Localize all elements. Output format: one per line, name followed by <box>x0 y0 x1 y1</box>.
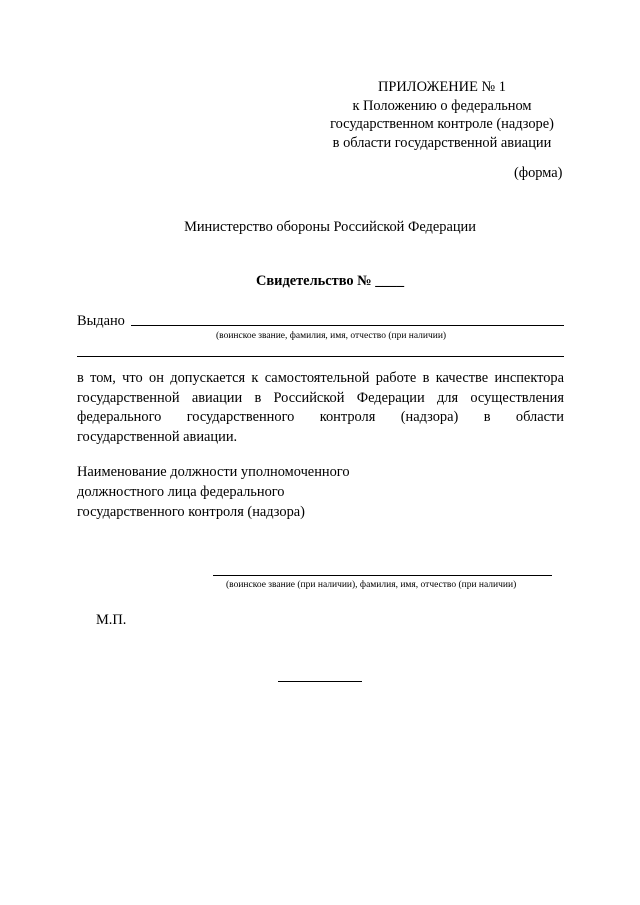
signer-line[interactable] <box>213 575 552 576</box>
issued-to-line[interactable] <box>131 325 564 326</box>
appendix-line: в области государственной авиации <box>332 134 552 151</box>
issued-to-label: Выдано <box>77 313 125 329</box>
form-label: (форма) <box>514 165 563 181</box>
body-line: государственной авиации в Российской Федерации для осуществления <box>77 389 564 406</box>
issued-to-line-2[interactable] <box>77 356 564 357</box>
official-position-block <box>77 462 350 522</box>
signer-hint: (воинское звание (при наличии), фамилия, имя, отчество (при наличии) <box>226 580 517 590</box>
certificate-title: Свидетельство № ____ <box>255 273 405 289</box>
body-line: в том, что он допускается к самостоятельной работе в качестве инспектора <box>77 370 564 386</box>
appendix-line: государственном контроле (надзоре) <box>330 116 554 132</box>
end-separator <box>278 681 362 682</box>
position-line: государственного контроля (надзора) <box>77 504 305 520</box>
appendix-header <box>320 78 564 152</box>
stamp-label: М.П. <box>96 612 127 628</box>
issued-to-hint: (воинское звание, фамилия, имя, отчество (при наличии) <box>216 331 447 341</box>
body-line: государственной авиации. <box>77 428 238 445</box>
position-line: должностного лица федерального <box>77 484 285 500</box>
appendix-line: к Положению о федеральном <box>352 97 532 114</box>
certificate-body <box>77 369 564 447</box>
body-line: федерального государственного контроля (надзора) в области <box>77 409 564 425</box>
position-line: Наименование должности уполномоченного <box>77 464 350 480</box>
appendix-line: ПРИЛОЖЕНИЕ № 1 <box>378 79 506 95</box>
ministry-name: Министерство обороны Российской Федерации <box>184 219 476 235</box>
